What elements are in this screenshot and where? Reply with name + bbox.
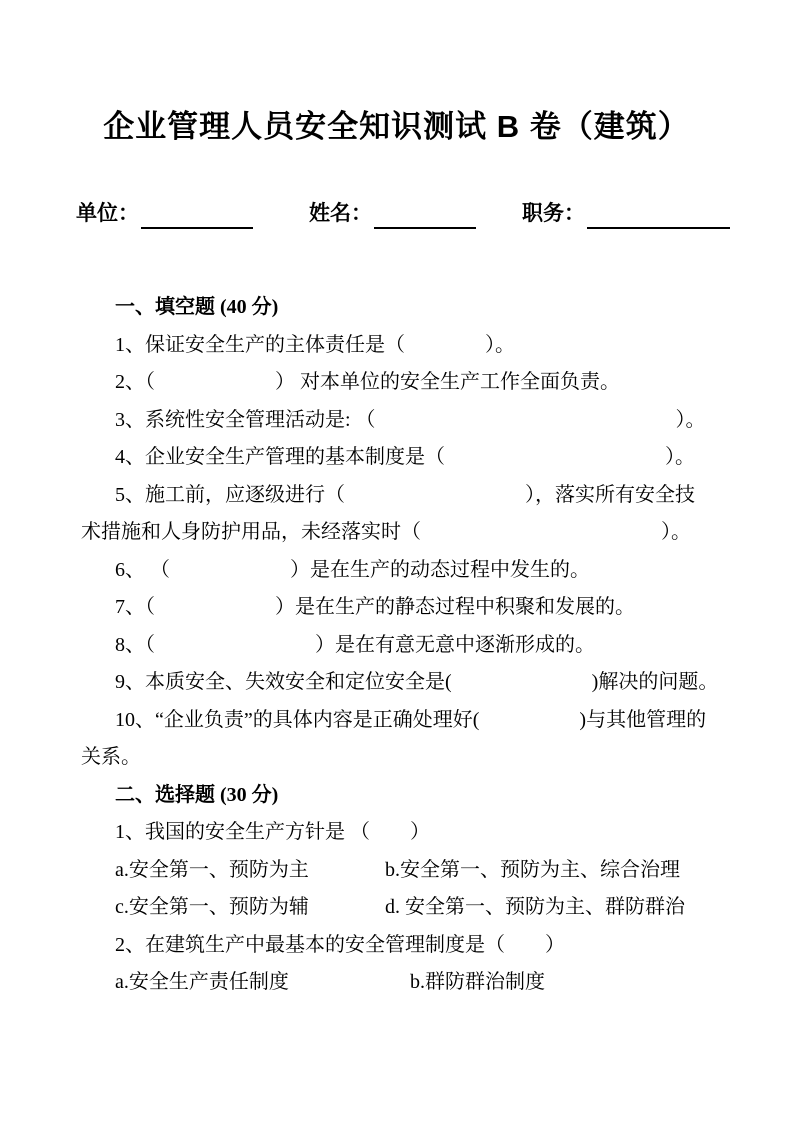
document-body	[81, 289, 741, 1002]
choice-question-2: 2、在建筑生产中最基本的安全管理制度是（ ）	[115, 933, 565, 956]
name-label: 姓名：	[309, 202, 372, 225]
fill-question-3: 3、系统性安全管理活动是: （ ）。	[115, 408, 706, 431]
fill-question-1: 1、保证安全生产的主体责任是（ ）。	[115, 333, 515, 356]
fill-question-5-line-2: 术措施和人身防护用品，未经落实时（ ）。	[81, 521, 691, 543]
choice2-option-b: b.群防群治制度	[410, 971, 545, 993]
fill-question-7: 7、（ ）是在生产的静态过程中积聚和发展的。	[115, 596, 635, 618]
choice1-options-row-1	[81, 852, 741, 890]
choice1-option-c: c.安全第一、预防为辅	[115, 896, 309, 918]
duty-label: 职务：	[522, 202, 585, 225]
fill-question-5-line-1: 5、施工前，应逐级进行（ ），落实所有安全技	[115, 483, 695, 506]
choice1-option-d: d. 安全第一、预防为主、群防群治	[385, 896, 685, 918]
fill-question-6: 6、 （ ）是在生产的动态过程中发生的。	[115, 558, 590, 581]
duty-blank-line	[587, 198, 730, 229]
choice-question-1: 1、我国的安全生产方针是 （ ）	[115, 821, 430, 843]
unit-label: 单位：	[76, 202, 139, 225]
choice1-options-row-2	[81, 889, 741, 927]
header-field-name	[309, 198, 476, 229]
fill-question-8: 8、（ ）是在有意无意中逐渐形成的。	[115, 633, 595, 656]
header-fields	[76, 198, 730, 229]
choice1-option-a: a.安全第一、预防为主	[115, 858, 309, 881]
fill-question-10-line-2: 关系。	[81, 746, 141, 768]
name-blank-line	[374, 198, 476, 229]
section2-heading: 二、选择题 (30 分)	[115, 783, 279, 806]
unit-blank-line	[141, 198, 253, 229]
page-title: 企业管理人员安全知识测试 B 卷（建筑）	[103, 109, 690, 144]
choice2-options-row-1	[81, 964, 741, 1002]
choice2-option-a: a.安全生产责任制度	[115, 971, 289, 993]
header-field-duty	[522, 198, 730, 229]
header-field-unit	[76, 198, 253, 229]
fill-question-9: 9、本质安全、失效安全和定位安全是( )解决的问题。	[115, 671, 719, 693]
fill-question-4: 4、企业安全生产管理的基本制度是（ ）。	[115, 446, 695, 468]
section1-heading: 一、填空题 (40 分)	[115, 296, 279, 318]
choice1-option-b: b.安全第一、预防为主、综合治理	[385, 858, 680, 881]
fill-question-10-line-1: 10、“企业负责”的具体内容是正确处理好( )与其他管理的	[115, 708, 707, 731]
fill-question-2: 2、（ ） 对本单位的安全生产工作全面负责。	[115, 371, 620, 393]
